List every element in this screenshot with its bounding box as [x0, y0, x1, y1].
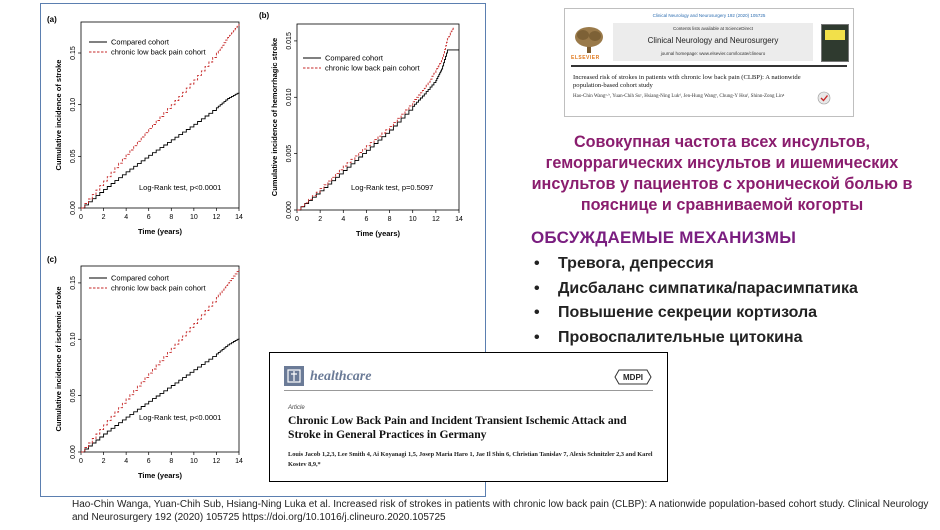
x-tick-label: 4: [124, 458, 129, 465]
x-tick-label: 4: [341, 216, 346, 223]
legend-label-clbp: chronic low back pain cohort: [325, 63, 420, 73]
chart-ischemic-stroke: [41, 248, 251, 498]
x-tick-label: 8: [387, 216, 392, 223]
x-tick-label: 2: [101, 214, 106, 221]
y-tick-label: 0.15: [70, 46, 77, 60]
y-tick-label: 0.00: [70, 201, 77, 215]
y-tick-label: 0.05: [70, 388, 77, 403]
list-item: • Тревога, депрессия: [534, 252, 858, 277]
x-tick-label: 2: [101, 458, 106, 465]
bullet-icon: •: [534, 328, 540, 346]
y-tick-label: 0.10: [70, 332, 77, 347]
x-axis-label: Time (years): [137, 227, 183, 236]
paper-authors: Hao-Chin Wangᵃ·ᵇ, Yuan-Chih Suᶜ, Hsiang-Ning Lukᵈ, Jen-Hung Wangᵉ, Chung-Y Hsuᶠ, Shinn-Zong Linᵍ: [573, 94, 785, 99]
x-tick-label: 0: [79, 214, 83, 221]
chart-hemorrhagic-stroke: [251, 4, 483, 254]
contents-line: Contents lists available at ScienceDirect: [672, 26, 754, 31]
y-tick-label: 0.015: [286, 32, 293, 50]
series-line-compared: [81, 338, 239, 452]
article-type: Article: [288, 405, 305, 411]
journal-citation-line: Clinical Neurology and Neurosurgery 192 (2020) 105725: [652, 13, 766, 18]
mechanisms-heading: ОБСУЖДАЕМЫЕ МЕХАНИЗМЫ: [531, 228, 797, 247]
paper-thumbnail-mdpi: [269, 352, 668, 482]
bullet-icon: •: [534, 304, 540, 321]
divider: [571, 65, 847, 67]
logrank-annotation: Log-Rank test, p<0.0001: [139, 183, 222, 192]
publisher-label: ELSEVIER: [571, 55, 600, 61]
y-axis-label: Cumulative incidence of ischemic stroke: [54, 286, 63, 432]
panel-letter: (b): [259, 11, 270, 20]
x-tick-label: 6: [146, 214, 151, 221]
legend-label-clbp: chronic low back pain cohort: [111, 47, 206, 57]
x-tick-label: 12: [431, 216, 440, 223]
x-tick-label: 10: [189, 458, 198, 465]
summary-text: Совокупная частота всех инсультов, геморрагических инсультов и ишемических инсультов у пациентов с хронической болью в пояснице и сравниваемой когорты: [531, 133, 913, 214]
citation-text: Hao-Chin Wanga, Yuan-Chih Sub, Hsiang-Ning Luka et al. Increased risk of strokes in patients with chronic low back pain (CLBP): A nationwide population-based cohort study. Clinical Neurology and Neurosurgery 192 (2020) 105725 https://doi.org/10.1016/j.clineuro.2020.105725: [72, 499, 929, 523]
mdpi-logo-icon: [613, 368, 653, 386]
healthcare-logo-icon: [284, 366, 304, 386]
legend-label-compared: Compared cohort: [325, 53, 383, 63]
list-item: • Провоспалительные цитокина: [534, 326, 858, 351]
y-axis-label: Cumulative incidence of hemorrhagic stroke: [270, 37, 279, 197]
elsevier-tree-icon: [571, 25, 607, 55]
journal-cover-image: [821, 24, 849, 62]
journal-banner: [613, 23, 813, 61]
legend-label-compared: Compared cohort: [111, 37, 169, 47]
x-tick-label: 10: [408, 216, 417, 223]
y-tick-label: 0.10: [70, 97, 77, 112]
logrank-annotation: Log-Rank test, p<0.0001: [139, 413, 222, 422]
x-axis-label: Time (years): [355, 229, 401, 238]
y-tick-label: 0.000: [286, 201, 293, 219]
y-tick-label: 0.005: [286, 144, 293, 163]
x-axis-label: Time (years): [137, 471, 183, 480]
y-tick-label: 0.010: [286, 88, 293, 107]
panel-letter: (c): [47, 255, 57, 264]
x-tick-label: 12: [212, 458, 221, 465]
check-for-updates-icon: [817, 91, 831, 105]
x-tick-label: 12: [212, 214, 221, 221]
paper-title: Increased risk of strokes in patients with chronic low back pain (CLBP): A nationwide population-based cohort study: [573, 74, 801, 89]
x-tick-label: 8: [169, 458, 174, 465]
x-tick-label: 0: [79, 458, 83, 465]
list-item: • Дисбаланс симпатика/парасимпатика: [534, 277, 858, 302]
list-item: • Повышение секреции кортизола: [534, 301, 858, 326]
logrank-annotation: Log-Rank test, p=0.5097: [351, 183, 434, 192]
chart-stroke: [41, 4, 251, 254]
legend-label-clbp: chronic low back pain cohort: [111, 283, 206, 293]
y-axis-label: Cumulative incidence of stroke: [54, 59, 63, 171]
plot-frame: [81, 266, 239, 452]
series-line-clbp: [81, 269, 239, 452]
journal-name: Clinical Neurology and Neurosurgery: [647, 36, 779, 45]
x-tick-label: 8: [169, 214, 174, 221]
divider: [284, 390, 653, 391]
panel-c: [41, 248, 251, 503]
panel-a: [41, 4, 251, 259]
bullet-icon: •: [534, 279, 540, 297]
svg-text:MDPI: MDPI: [623, 373, 643, 382]
x-tick-label: 6: [364, 216, 369, 223]
paper-authors: Louis Jacob 1,2,3, Lee Smith 4, Ai Koyanagi 1,5, Josep Maria Haro 1, Jae Il Shin 6, Christian Tanislav 7, Alexis Schnitzler 2,3 and Karel Kostev 8,9,*: [288, 451, 653, 468]
journal-name: healthcare: [310, 369, 372, 384]
y-tick-label: 0.15: [70, 276, 77, 290]
x-tick-label: 14: [455, 216, 463, 223]
panel-letter: (a): [47, 15, 57, 24]
panel-b: [251, 4, 483, 259]
y-tick-label: 0.05: [70, 149, 77, 164]
bullet-icon: •: [534, 255, 540, 272]
x-tick-label: 14: [235, 214, 243, 221]
paper-thumbnail-elsevier: [564, 8, 854, 117]
mechanisms-list: [534, 252, 858, 350]
x-tick-label: 2: [318, 216, 323, 223]
y-tick-label: 0.00: [70, 445, 77, 459]
x-tick-label: 0: [295, 216, 299, 223]
x-tick-label: 10: [189, 214, 198, 221]
legend-label-compared: Compared cohort: [111, 273, 169, 283]
journal-homepage: journal homepage: www.elsevier.com/locate/clineuro: [660, 51, 766, 56]
x-tick-label: 6: [146, 458, 151, 465]
x-tick-label: 4: [124, 214, 129, 221]
paper-title: Chronic Low Back Pain and Incident Transient Ischemic Attack and Stroke in General Practices in Germany: [288, 414, 627, 441]
x-tick-label: 14: [235, 458, 243, 465]
